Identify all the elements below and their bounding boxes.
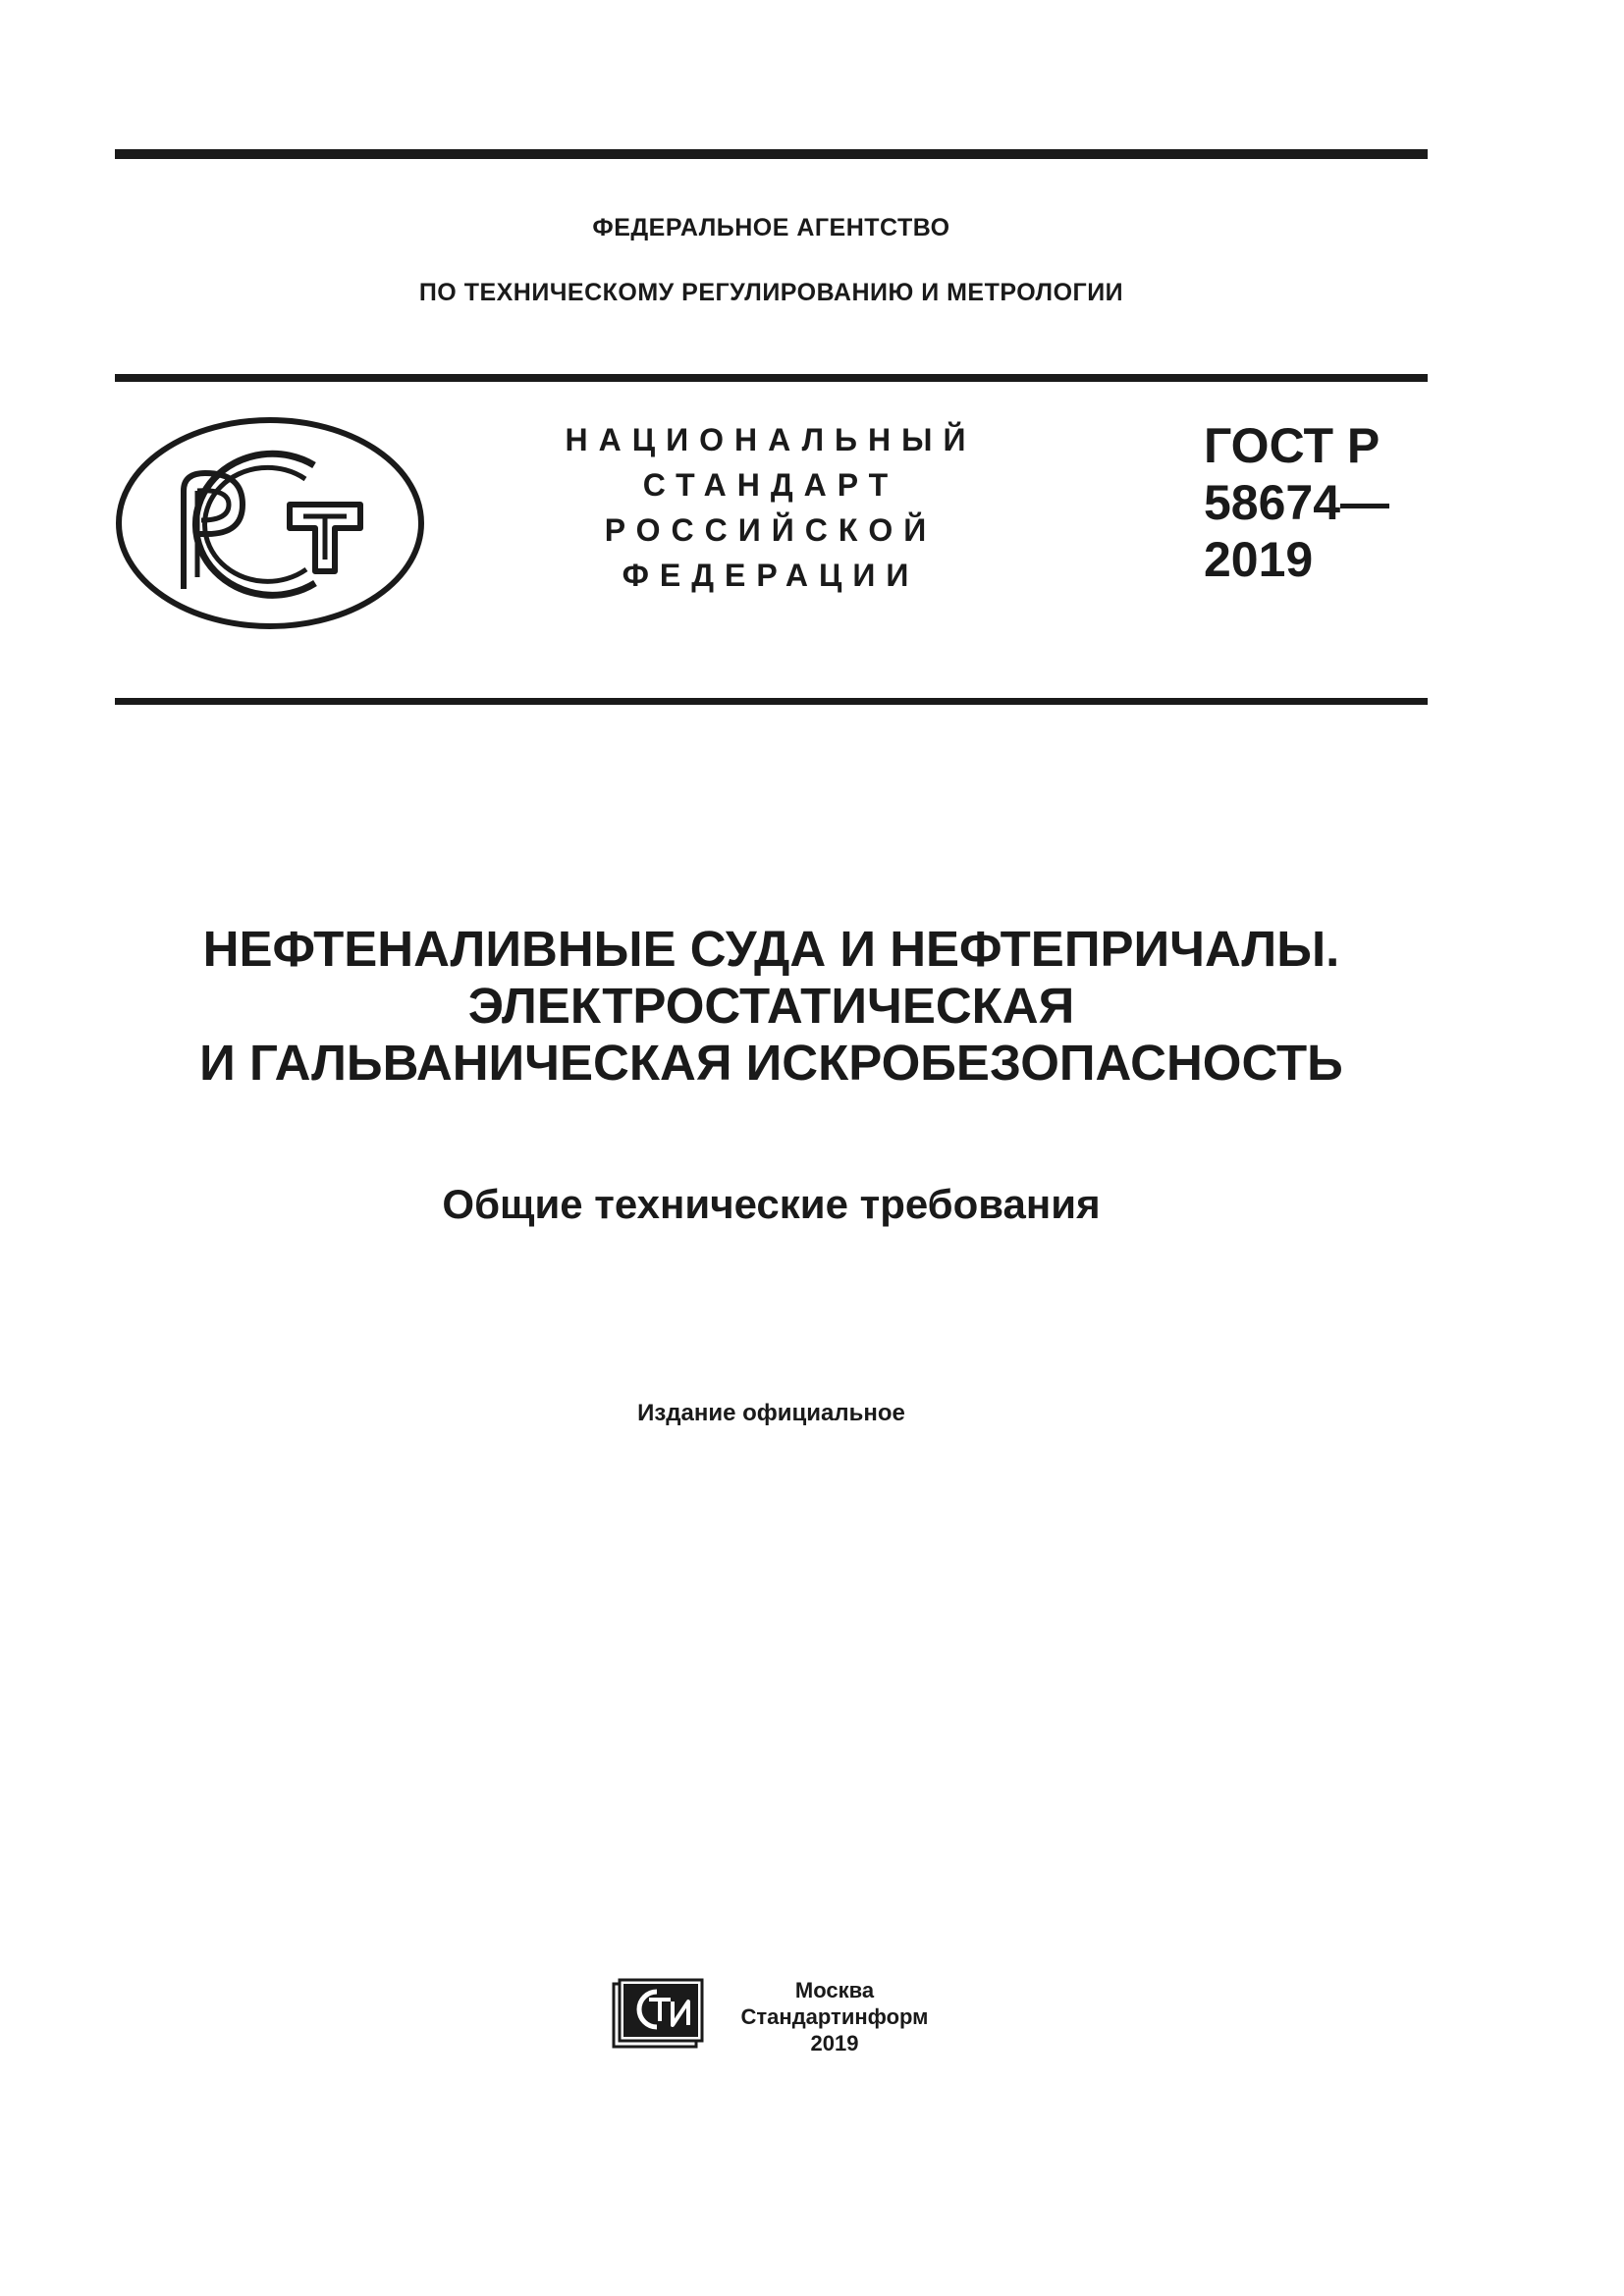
national-line: СТАНДАРТ <box>642 467 899 503</box>
standartinform-logo-icon <box>612 1978 706 2051</box>
publisher-year: 2019 <box>810 2031 859 2056</box>
gost-line: 58674— <box>1204 475 1390 530</box>
header-rule <box>115 374 1428 382</box>
gost-line: 2019 <box>1204 532 1314 587</box>
national-line: РОССИЙСКОЙ <box>604 512 938 548</box>
publisher-block <box>722 1977 947 2056</box>
rst-mark-icon <box>113 414 427 632</box>
agency-name-line2: ПО ТЕХНИЧЕСКОМУ РЕГУЛИРОВАНИЮ И МЕТРОЛОГИИ <box>418 279 1124 306</box>
gost-designation <box>1204 417 1439 588</box>
gost-line: ГОСТ Р <box>1204 418 1380 473</box>
publisher-city: Москва <box>794 1978 875 2002</box>
national-standard-label <box>550 417 992 598</box>
title-line: НЕФТЕНАЛИВНЫЕ СУДА И НЕФТЕПРИЧАЛЫ. <box>202 921 1340 977</box>
title-line: И ГАЛЬВАНИЧЕСКАЯ ИСКРОБЕЗОПАСНОСТЬ <box>199 1035 1343 1091</box>
title-block-rule <box>115 698 1428 705</box>
publisher-name: Стандартинформ <box>740 2004 929 2029</box>
national-line: ФЕДЕРАЦИИ <box>622 558 920 593</box>
agency-name-line1: ФЕДЕРАЛЬНОЕ АГЕНТСТВО <box>592 214 950 241</box>
title-line: ЭЛЕКТРОСТАТИЧЕСКАЯ <box>467 978 1075 1034</box>
document-title <box>115 921 1428 1092</box>
edition-label: Издание официальное <box>637 1400 905 1426</box>
national-line: НАЦИОНАЛЬНЫЙ <box>565 422 977 457</box>
top-rule <box>115 149 1428 159</box>
document-subtitle: Общие технические требования <box>442 1181 1101 1227</box>
